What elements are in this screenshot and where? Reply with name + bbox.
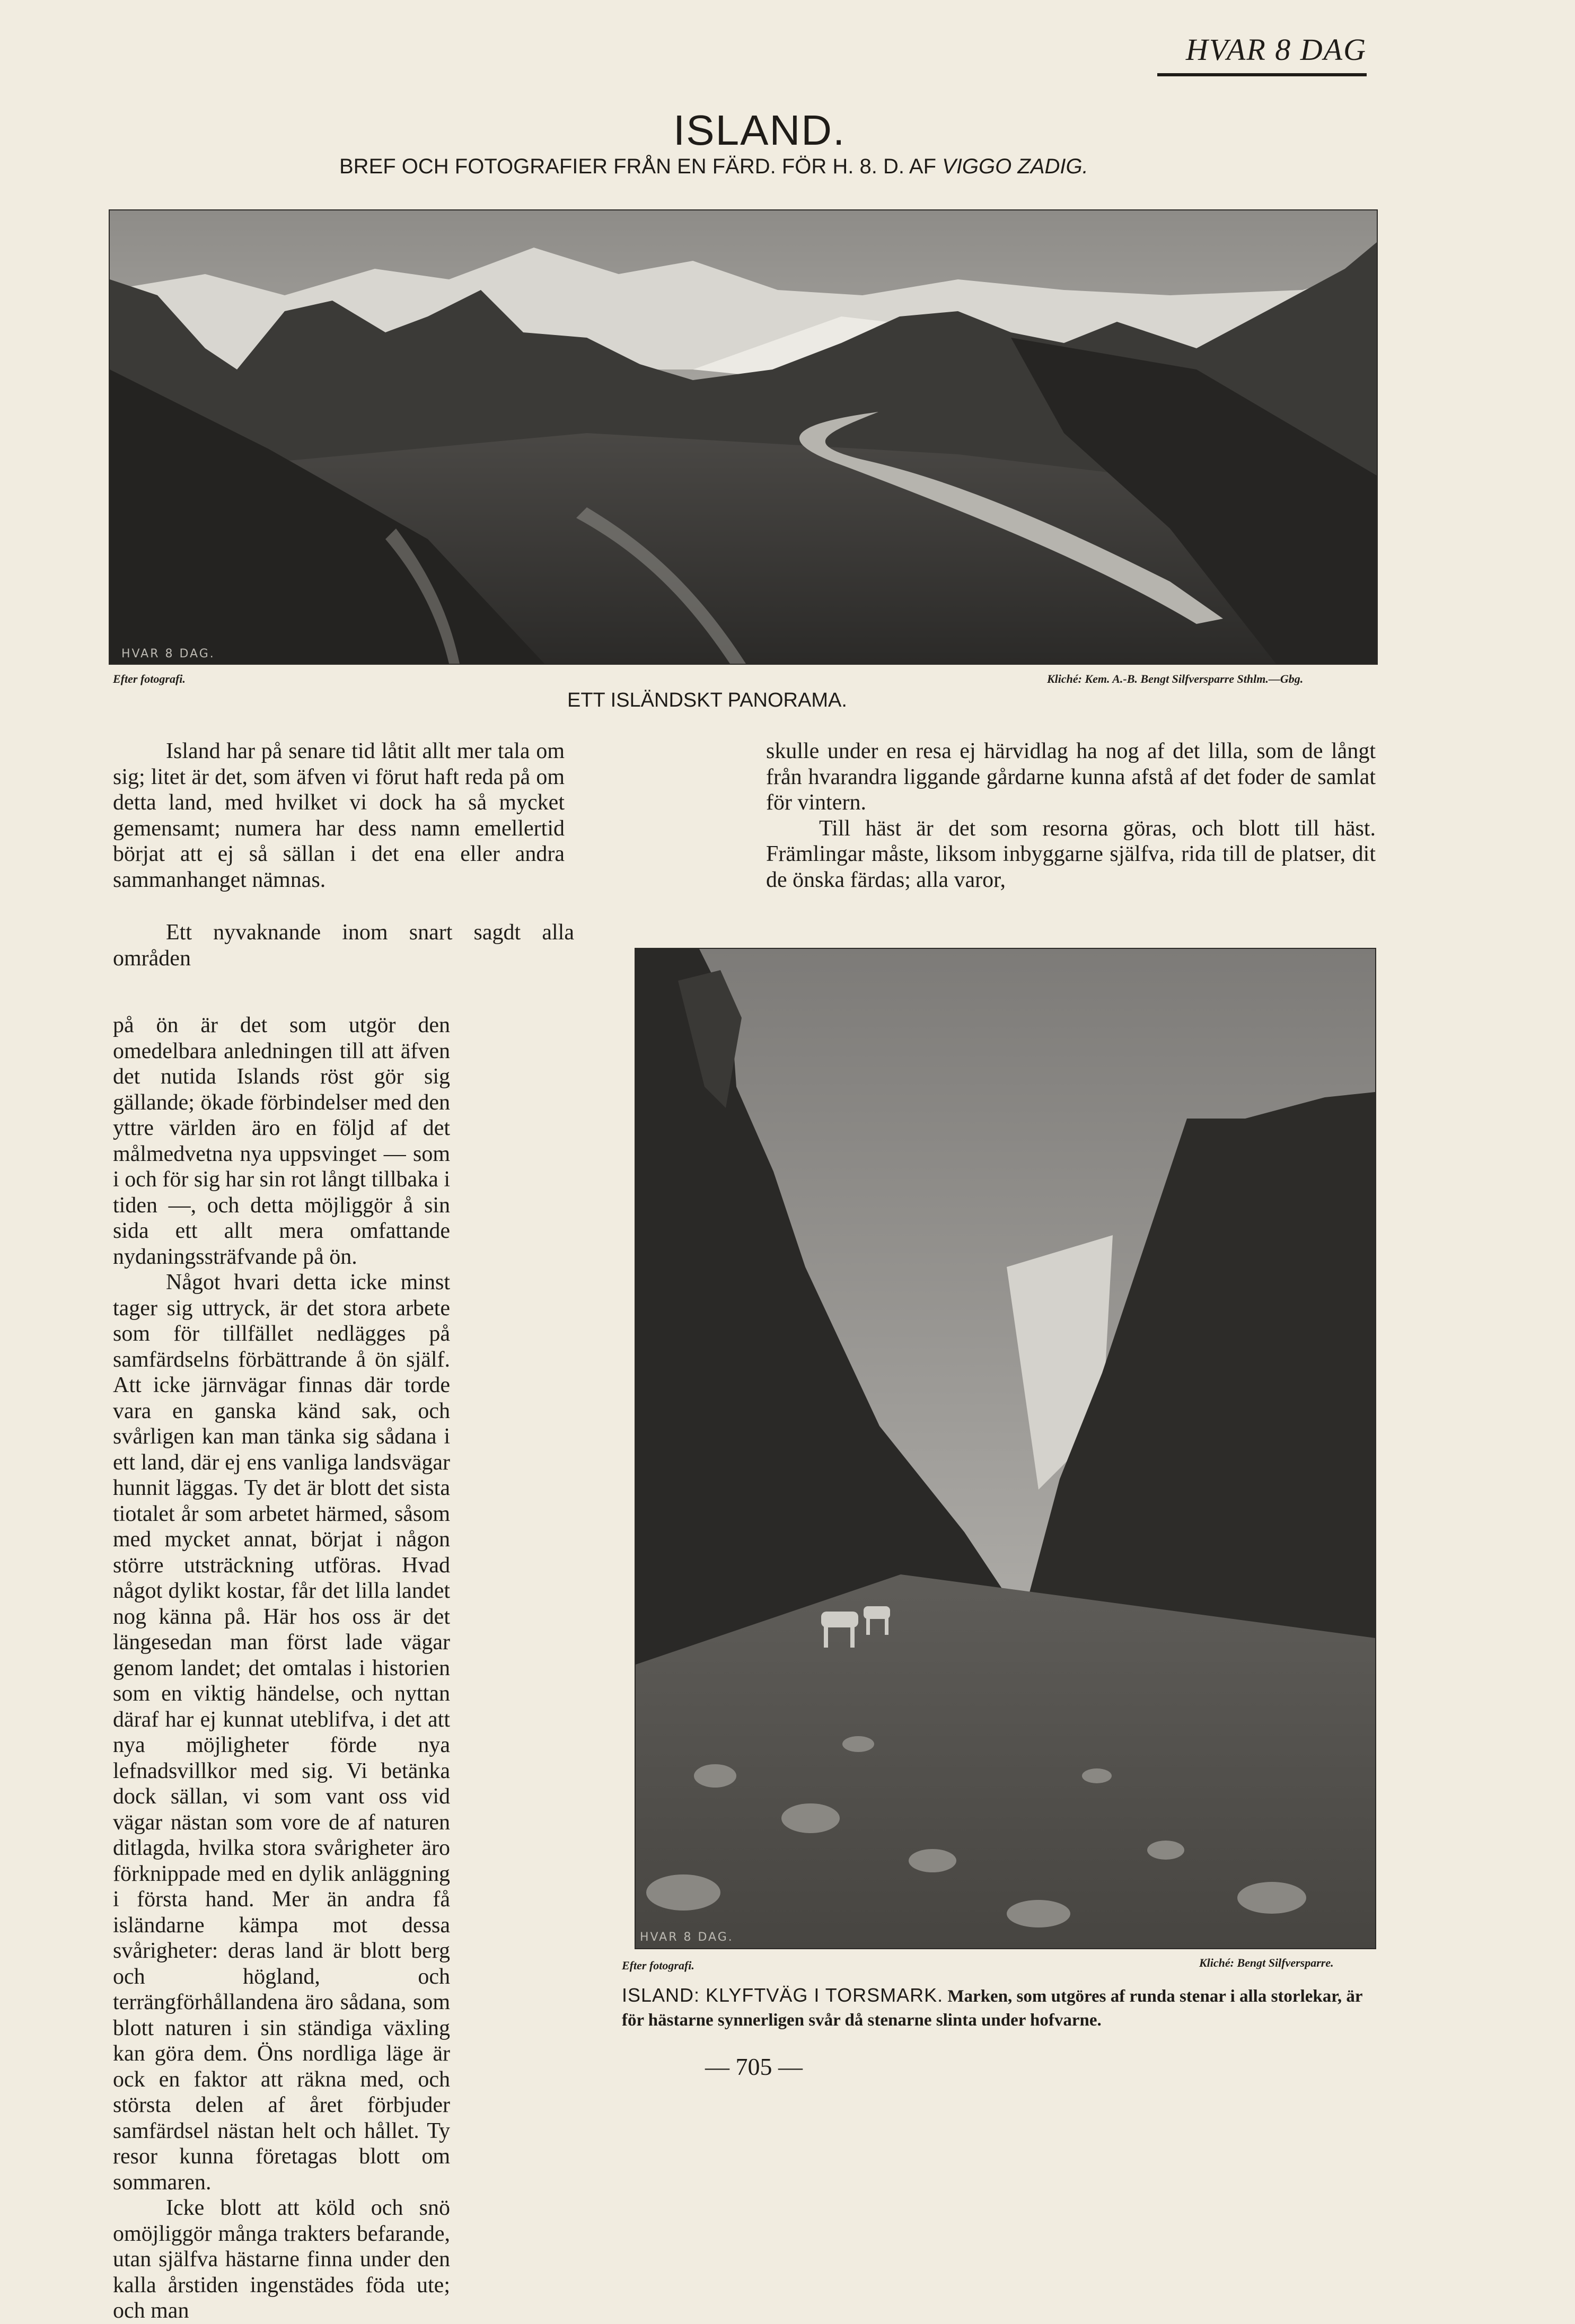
gorge-watermark: HVAR 8 DAG. [640,1931,734,1944]
panorama-illustration [110,210,1377,664]
gorge-credit-left: Efter fotografi. [622,1959,694,1972]
paragraph: Något hvari detta icke minst tager sig uttryck, är det stora arbete som för tillfället nedlägges på samfärdselns förbättrande å ön själf. Att icke järnvägar finnas där torde vara en ganska känd sak, och svårligen kan man tänka sig sådana i ett land, där ej ens vanliga landsvägar hunnit läggas. Ty det är blott det sista tiotalet år som arbetet härmed, såsom med mycket annat, börjat i någon större utsträckning utföras. Hvad något dylikt kostar, får det lilla landet nog känna på. Här hos oss är det längesedan man först lade vägar genom landet; det omtalas i historien som en viktig händelse, och nyttan däraf har ej kunnat uteblifva, i det att nya möjligheter förde nya lefnadsvillkor med sig. Vi betänka dock sällan, vi som vant oss vid vägar nästan som vore de af naturen ditlagda, hvilka stora svårigheter äro förknippade med en dylik anläggning i första hand. Mer än andra få isländarne kämpa mot dessa svårigheter: deras land är blott berg och högland, och terrängförhållandena äro sådana, som blott naturen i sin ständiga växling kan göra dem. Öns nordliga läge är ock en faktor att räkna med, och största delen af året förbjuder samfärdsel nästan helt och hållet. Ty resor kunna företagas blott om sommaren. [113,1270,450,2195]
paragraph: Till häst är det som resorna göras, och blott till häst. Främlingar måste, liksom inbyggarne själfva, rida till de platser, dit de önska färdas; alla varor, [766,816,1376,892]
article-subtitle [339,155,1088,179]
page-number: — 705 — [705,2053,803,2080]
panorama-caption: ETT ISLÄNDSKT PANORAMA. [567,689,847,711]
article-column-left-top [113,738,565,893]
gorge-caption [622,1983,1380,2032]
running-head: HVAR 8 DAG [1185,32,1367,67]
gorge-illustration [636,949,1375,1948]
gorge-photo [635,948,1376,1949]
paragraph: Island har på senare tid låtit allt mer tala om sig; litet är det, som äfven vi förut haft reda på om detta land, med hvilket vi dock ha så mycket gemensamt; numera har dess namn emellertid börjat att ej så sällan i det ena eller andra sammanhanget nämnas. [113,739,565,892]
panorama-credit-right: Kliché: Kem. A.-B. Bengt Silfversparre Sthlm.—Gbg. [1047,672,1304,685]
running-head-rule [1157,73,1367,76]
paragraph: skulle under en resa ej härvidlag ha nog af det lilla, som de långt från hvarandra liggande gårdarne kunna afstå af det foder de samlat för vintern. [766,739,1376,815]
paragraph: Icke blott att köld och snö omöjliggör många trakters befarande, utan själfva hästarne finna under den kalla årstiden ingenstädes föda ute; och man [113,2196,450,2323]
article-column-left-wide [113,920,574,971]
gorge-caption-label: ISLAND: KLYFTVÄG I TORSMARK. [622,1984,944,2006]
panorama-watermark: HVAR 8 DAG. [121,647,215,661]
article-title: ISLAND. [673,107,846,154]
article-column-left-narrow [113,1013,450,2324]
paragraph: Ett nyvaknande inom snart sagdt alla områden [113,920,574,971]
panorama-credit-left: Efter fotografi. [113,672,186,685]
subtitle-text: BREF OCH FOTOGRAFIER FRÅN EN FÄRD. FÖR H. 8. D. AF [339,155,943,178]
paragraph: på ön är det som utgör den omedelbara anledningen till att äfven det nutida Islands röst gör sig gällande; ökade förbindelser med den yttre världen äro en följd af det målmedvetna nya uppsvinget — som i och för sig har sin rot långt tillbaka i tiden —, och detta möjliggör å sin sida ett allt mera omfattande nydaningssträfvande på ön. [113,1013,450,1269]
gorge-credit-right: Kliché: Bengt Silfversparre. [1199,1956,1334,1969]
gorge-caption-text: Marken, som utgöres af runda stenar i alla storlekar, är för hästarne synnerligen svår då stenarne slinta under hofvarne. [622,1987,1362,2030]
article-column-right [766,738,1376,893]
panorama-photo [109,209,1378,665]
author-name: VIGGO ZADIG. [942,155,1088,178]
